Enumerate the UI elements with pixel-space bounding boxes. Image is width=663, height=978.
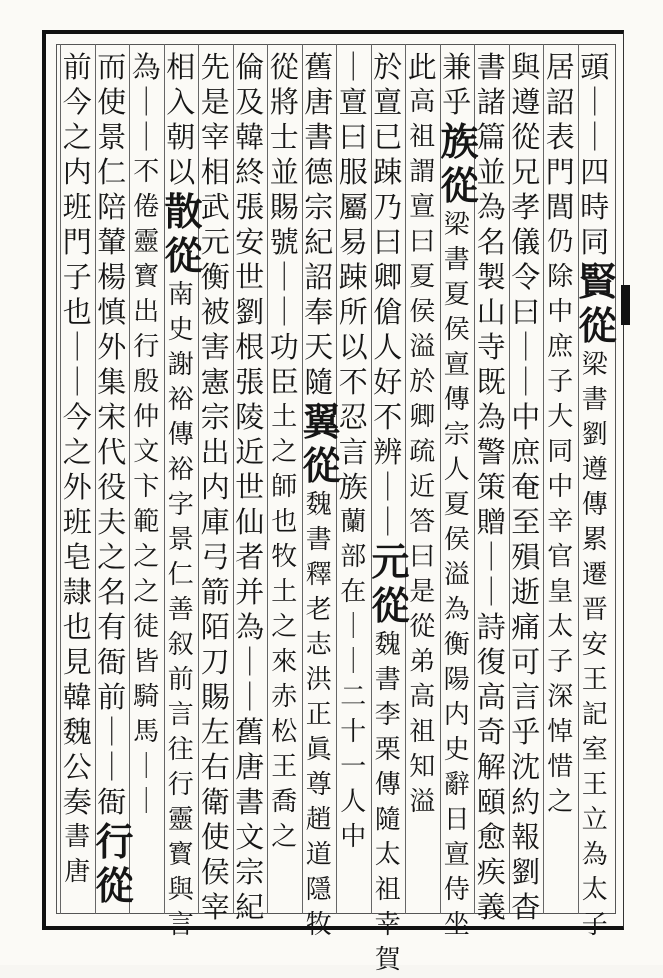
column-annotation: 南史謝裕傳裕字景仁善叙前言往行靈寳與言	[167, 280, 194, 940]
column-text: 先是宰相武元衡被害憲宗出内庫弓箭陌刀賜左右衛使侯宰	[200, 50, 230, 924]
column-text: 而使景仁陪輦楊慎外集宋代役夫之名有衙前｜｜衙	[97, 50, 127, 819]
text-column	[61, 50, 94, 915]
column-text: 書諸篇並為名製山寺既為警策贈｜｜詩復高奇解頤愈疾義	[476, 50, 506, 924]
column-annotation: 高祖謂亶曰夏侯溢於卿疏近答曰是從弟高祖知溢	[409, 87, 436, 817]
text-column	[510, 50, 543, 924]
text-column	[544, 50, 577, 915]
column-text: 頭｜｜四時同	[580, 50, 610, 259]
column-text: 從將士並賜號｜｜功臣	[269, 50, 299, 399]
text-column	[199, 50, 232, 924]
column-annotation: 魏書釋老志洪正眞尊趙道隱牧	[305, 490, 332, 940]
column-text: 相入朝以	[166, 50, 196, 189]
column-text: 舊唐書德宗紀詔奉天隨	[304, 50, 334, 399]
text-column	[268, 50, 301, 915]
entry-heading: 散從	[164, 189, 203, 278]
column-annotation: 仍除中庶子大同中辛官皇太子深悼惜之	[547, 227, 574, 817]
text-column	[578, 50, 617, 940]
column-text: 此	[407, 50, 437, 84]
column-text: 倫及韓終張安世劉根張陵近世仙者并為｜｜舊唐書文宗紀	[235, 50, 265, 924]
column-annotation: 梁書劉遵傳累遷晋安王記室王立為太子	[581, 350, 608, 940]
column-text: 兼乎	[442, 50, 472, 119]
column-text: 於亶已踈乃曰卿傖人好不辨｜｜	[373, 50, 403, 539]
text-column	[475, 50, 508, 924]
column-text: ｜亶曰服屬易踈所以不忍言族	[338, 50, 368, 504]
entry-heading: 翼從	[302, 399, 341, 488]
column-annotation: 梁書夏侯亶傳宗人夏侯溢為衡陽内史辭日亶侍坐	[443, 210, 470, 940]
column-text: 為｜｜	[131, 50, 161, 154]
column-text: 與遵從兄孝儀令曰｜｜中庶奄至殞逝痛可言乎沈約報劉杳	[511, 50, 541, 924]
text-column	[130, 50, 163, 915]
column-annotation: 不倦靈寳出行殷仲文卞範之之徒皆騎馬｜｜	[133, 157, 160, 817]
text-column	[164, 50, 203, 940]
column-annotation: 土之師也牧土之來赤松王喬之	[271, 402, 298, 852]
text-column	[406, 50, 439, 915]
text-column	[440, 50, 479, 940]
text-column	[371, 50, 410, 975]
column-annotation: 書唐	[64, 822, 91, 887]
column-text: 居詔表門閭	[545, 50, 575, 224]
column-annotation: 蘭部在｜｜二十一人中	[340, 507, 367, 852]
text-column	[302, 50, 341, 940]
entry-heading: 賢從	[578, 259, 617, 348]
entry-heading: 元從	[371, 539, 410, 628]
text-column	[95, 50, 134, 915]
entry-heading: 族從	[440, 119, 479, 208]
text-column	[337, 50, 370, 915]
column-text: 前今之内班門子也｜｜今之外班皂隷也見韓魏公奏	[62, 50, 92, 819]
column-annotation: 魏書李栗傳隨太祖幸賀	[374, 630, 401, 975]
page-edge-tab	[621, 285, 630, 325]
text-column	[234, 50, 267, 924]
entry-heading: 行從	[95, 819, 134, 908]
